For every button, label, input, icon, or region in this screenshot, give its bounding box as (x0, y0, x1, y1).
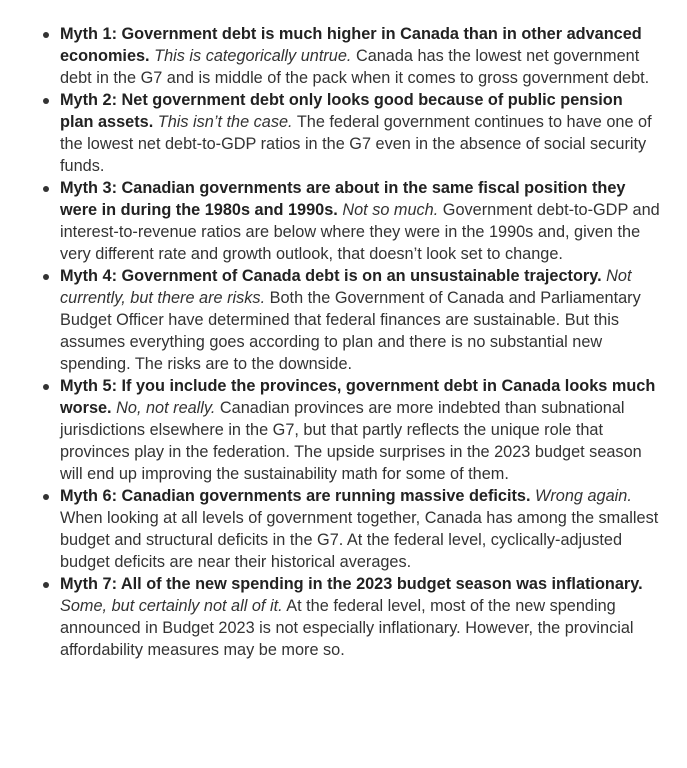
bullet-icon (43, 274, 49, 280)
myth-verdict: This isn’t the case. (157, 113, 293, 131)
myth-claim: Myth 6: Canadian governments are running massive deficits. (60, 487, 531, 505)
myth-item-5 (60, 375, 660, 485)
myth-item-7 (60, 573, 660, 661)
myth-list (60, 23, 660, 661)
myth-verdict: Not so much. (342, 201, 439, 219)
myth-verdict: Wrong again. (535, 487, 632, 505)
myth-item-6 (60, 485, 660, 573)
myth-verdict: No, not really. (116, 399, 216, 417)
myth-item-2 (60, 89, 660, 177)
myth-explanation: The federal government continues to have one of the lowest net debt-to-GDP ratios in the G7 even in the absence of social security funds. (60, 113, 652, 175)
bullet-icon (43, 494, 49, 500)
myth-verdict: Not currently, but there are risks. (60, 267, 632, 307)
myth-claim: Myth 7: All of the new spending in the 2023 budget season was inflationary. (60, 575, 643, 593)
myth-item-4 (60, 265, 660, 375)
myth-explanation: Government debt-to-GDP and interest-to-revenue ratios are below where they were in the 1990s and, given the very different rate and growth outlook, that doesn’t look set to change. (60, 201, 660, 263)
myth-item-1 (60, 23, 660, 89)
myth-claim: Myth 5: If you include the provinces, government debt in Canada looks much worse. (60, 377, 656, 417)
myth-explanation: Canada has the lowest net government debt in the G7 and is middle of the pack when it comes to gross government debt. (60, 47, 650, 87)
myth-claim: Myth 4: Government of Canada debt is on an unsustainable trajectory. (60, 267, 602, 285)
myth-claim: Myth 1: Government debt is much higher in Canada than in other advanced economies. (60, 25, 642, 65)
myth-explanation: Both the Government of Canada and Parliamentary Budget Officer have determined that federal finances are sustainable. But this assumes everything goes according to plan and there is no substantial new spending. The risks are to the downside. (60, 289, 641, 373)
myth-item-3 (60, 177, 660, 265)
myth-verdict: Some, but certainly not all of it. (60, 597, 283, 615)
bullet-icon (43, 582, 49, 588)
myth-explanation: Canadian provinces are more indebted than subnational jurisdictions elsewhere in the G7, but that partly reflects the unique role that provinces play in the federation. The upside surprises in the 2023 budget season will end up improving the sustainability math for some of them. (60, 399, 642, 483)
myth-explanation: When looking at all levels of government together, Canada has among the smallest budget and structural deficits in the G7. At the federal level, cyclically-adjusted budget deficits are near their historical averages. (60, 509, 659, 571)
bullet-icon (43, 186, 49, 192)
bullet-icon (43, 32, 49, 38)
myth-verdict: This is categorically untrue. (154, 47, 352, 65)
myth-claim: Myth 2: Net government debt only looks good because of public pension plan assets. (60, 91, 623, 131)
myth-explanation: At the federal level, most of the new spending announced in Budget 2023 is not especially inflationary. However, the provincial affordability measures may be more so. (60, 597, 634, 659)
bullet-icon (43, 384, 49, 390)
myth-claim: Myth 3: Canadian governments are about in the same fiscal position they were in during the 1980s and 1990s. (60, 179, 626, 219)
bullet-icon (43, 98, 49, 104)
